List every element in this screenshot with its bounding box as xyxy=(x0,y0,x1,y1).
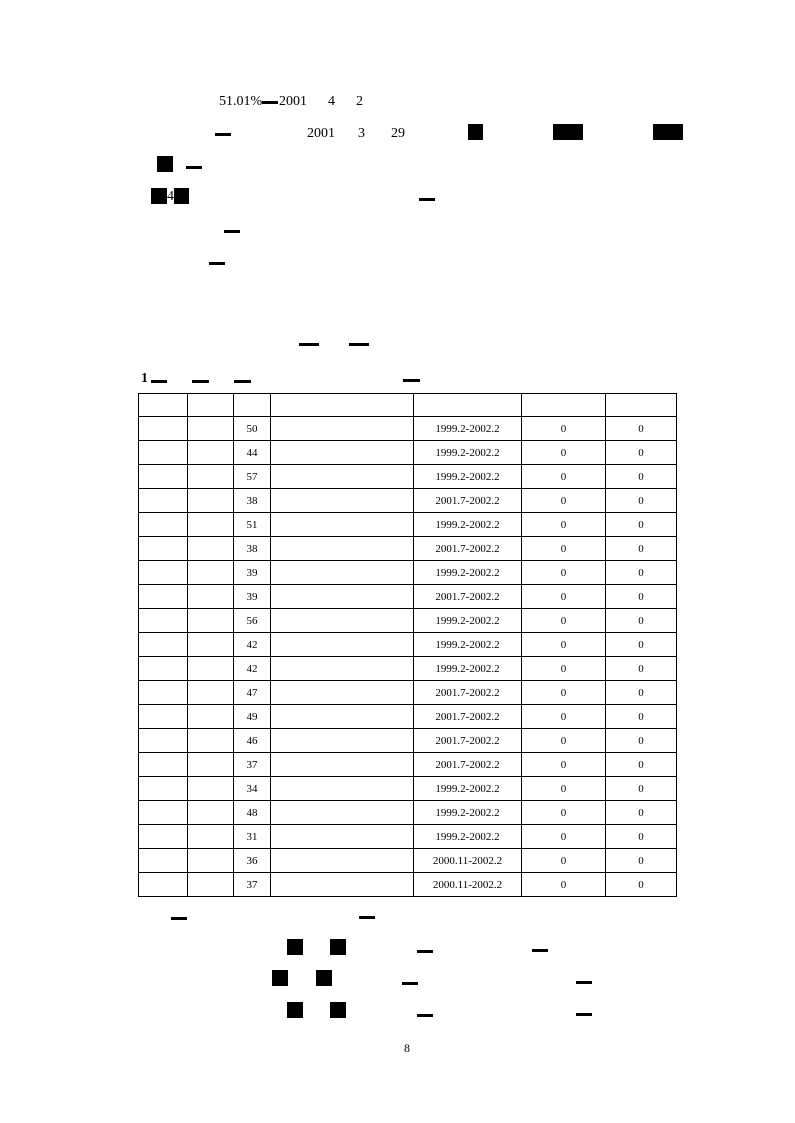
table-cell: 2001.7-2002.2 xyxy=(414,753,522,777)
table-row xyxy=(139,585,677,609)
table-cell xyxy=(271,561,414,585)
table-cell: 2001.7-2002.2 xyxy=(414,705,522,729)
table-cell: 1999.2-2002.2 xyxy=(414,609,522,633)
table-cell: 44 xyxy=(234,441,271,465)
line2-month: 3 xyxy=(358,126,365,141)
table-cell xyxy=(271,849,414,873)
table-cell xyxy=(271,465,414,489)
table-cell: 42 xyxy=(234,657,271,681)
table-cell: 0 xyxy=(606,705,677,729)
table-cell xyxy=(271,417,414,441)
table-cell xyxy=(188,777,234,801)
table-cell: 2000.11-2002.2 xyxy=(414,849,522,873)
table-cell: 0 xyxy=(522,417,606,441)
table-cell xyxy=(271,513,414,537)
table-row xyxy=(139,801,677,825)
table-cell: 2001.7-2002.2 xyxy=(414,681,522,705)
table-cell: 38 xyxy=(234,537,271,561)
table-cell xyxy=(139,801,188,825)
line1-pct: 51.01% xyxy=(219,94,263,109)
table-row xyxy=(139,465,677,489)
table-cell xyxy=(271,585,414,609)
table-cell: 0 xyxy=(606,489,677,513)
table-cell: 2001.7-2002.2 xyxy=(414,729,522,753)
table-cell: 56 xyxy=(234,609,271,633)
table-cell: 0 xyxy=(522,681,606,705)
table-row xyxy=(139,417,677,441)
table-cell: 0 xyxy=(522,465,606,489)
table-cell: 1999.2-2002.2 xyxy=(414,633,522,657)
redaction-block xyxy=(272,970,288,986)
redaction-dash xyxy=(209,262,225,265)
redaction-block xyxy=(653,124,683,140)
table-cell xyxy=(139,657,188,681)
table-row xyxy=(139,753,677,777)
table-cell: 57 xyxy=(234,465,271,489)
table-cell: 0 xyxy=(606,513,677,537)
table-cell: 0 xyxy=(522,825,606,849)
table-cell: 0 xyxy=(522,633,606,657)
table-cell: 0 xyxy=(606,465,677,489)
table-cell: 0 xyxy=(606,801,677,825)
table-cell: 49 xyxy=(234,705,271,729)
table-cell xyxy=(271,609,414,633)
heading-dash xyxy=(299,343,319,346)
table-cell xyxy=(271,681,414,705)
table-cell xyxy=(188,609,234,633)
table-cell: 0 xyxy=(606,681,677,705)
table-cell xyxy=(139,825,188,849)
table-cell xyxy=(139,465,188,489)
table-cell: 0 xyxy=(606,753,677,777)
table-cell xyxy=(188,729,234,753)
line1-day: 2 xyxy=(356,94,363,109)
line2-year: 2001 xyxy=(307,126,335,141)
redaction-block xyxy=(330,1002,346,1018)
table-cell: 2000.11-2002.2 xyxy=(414,873,522,897)
table-cell: 0 xyxy=(522,801,606,825)
table-cell: 42 xyxy=(234,633,271,657)
table-row xyxy=(139,513,677,537)
table-row xyxy=(139,681,677,705)
redaction-dash xyxy=(359,916,375,919)
table-cell xyxy=(188,825,234,849)
table-cell xyxy=(139,681,188,705)
table-cell: 0 xyxy=(522,657,606,681)
table-cell: 0 xyxy=(606,873,677,897)
line1-month: 4 xyxy=(328,94,335,109)
redaction-block xyxy=(553,124,583,140)
table-cell xyxy=(271,777,414,801)
table-row xyxy=(139,849,677,873)
redaction-dash xyxy=(417,950,433,953)
table-cell: 0 xyxy=(522,585,606,609)
table-cell: 0 xyxy=(606,657,677,681)
line3-char: 4 xyxy=(167,189,174,204)
table-cell: 50 xyxy=(234,417,271,441)
table-cell xyxy=(188,849,234,873)
data-table xyxy=(138,393,677,897)
redaction-dash xyxy=(171,917,187,920)
redaction-dash xyxy=(417,1014,433,1017)
table-cell xyxy=(139,489,188,513)
table-cell xyxy=(271,753,414,777)
table-cell xyxy=(271,873,414,897)
redaction-block xyxy=(174,188,189,204)
table-cell xyxy=(271,825,414,849)
table-cell xyxy=(139,849,188,873)
table-cell: 0 xyxy=(606,585,677,609)
table-row xyxy=(139,777,677,801)
table-cell: 1999.2-2002.2 xyxy=(414,441,522,465)
table-cell: 31 xyxy=(234,825,271,849)
redaction-dash xyxy=(262,101,278,104)
table-cell xyxy=(188,585,234,609)
table-cell xyxy=(188,489,234,513)
table-cell: 46 xyxy=(234,729,271,753)
table-cell xyxy=(188,681,234,705)
table-cell xyxy=(271,633,414,657)
table-header-row xyxy=(139,394,677,417)
table-cell: 0 xyxy=(522,609,606,633)
table-cell: 0 xyxy=(522,705,606,729)
table-cell: 0 xyxy=(522,729,606,753)
table-row xyxy=(139,729,677,753)
table-cell xyxy=(188,513,234,537)
table-row xyxy=(139,657,677,681)
page-number: 8 xyxy=(404,1041,410,1055)
caption-dash xyxy=(192,380,209,383)
table-cell xyxy=(139,417,188,441)
redaction-dash xyxy=(186,166,202,169)
table-cell xyxy=(188,561,234,585)
table-cell: 0 xyxy=(522,489,606,513)
redaction-dash xyxy=(419,198,435,201)
table-cell xyxy=(188,873,234,897)
redaction-dash xyxy=(576,1013,592,1016)
table-row xyxy=(139,441,677,465)
table-cell: 0 xyxy=(522,513,606,537)
table-cell: 1999.2-2002.2 xyxy=(414,465,522,489)
table-cell: 47 xyxy=(234,681,271,705)
table-row xyxy=(139,705,677,729)
table-cell xyxy=(139,777,188,801)
table-cell xyxy=(188,801,234,825)
redaction-block xyxy=(157,156,173,172)
table-cell: 0 xyxy=(606,561,677,585)
table-cell xyxy=(139,873,188,897)
table-row xyxy=(139,537,677,561)
table-cell: 1999.2-2002.2 xyxy=(414,561,522,585)
table-cell: 34 xyxy=(234,777,271,801)
table-cell: 0 xyxy=(606,537,677,561)
redaction-dash xyxy=(576,981,592,984)
table-cell xyxy=(271,489,414,513)
heading-dash xyxy=(349,343,369,346)
redaction-dash xyxy=(215,133,231,136)
table-cell: 39 xyxy=(234,585,271,609)
redaction-block xyxy=(287,939,303,955)
table-cell xyxy=(188,705,234,729)
table-cell: 0 xyxy=(522,561,606,585)
table-row xyxy=(139,609,677,633)
table-cell: 36 xyxy=(234,849,271,873)
redaction-dash xyxy=(402,982,418,985)
table-cell: 0 xyxy=(606,441,677,465)
redaction-dash xyxy=(224,230,240,233)
table-cell xyxy=(139,561,188,585)
redaction-block xyxy=(468,124,483,140)
redaction-block xyxy=(330,939,346,955)
table-cell xyxy=(271,441,414,465)
table-cell xyxy=(271,537,414,561)
caption-dash xyxy=(403,379,420,382)
table-cell: 0 xyxy=(522,849,606,873)
table-cell: 0 xyxy=(522,753,606,777)
table-cell: 0 xyxy=(606,633,677,657)
table-cell: 2001.7-2002.2 xyxy=(414,585,522,609)
table-cell: 0 xyxy=(606,609,677,633)
table-cell: 1999.2-2002.2 xyxy=(414,417,522,441)
table-cell: 0 xyxy=(522,777,606,801)
table-cell xyxy=(139,609,188,633)
line1-year: 2001 xyxy=(279,94,307,109)
table-cell: 0 xyxy=(606,417,677,441)
table-cell xyxy=(188,633,234,657)
table-cell: 0 xyxy=(522,441,606,465)
caption-dash xyxy=(151,380,167,383)
table-cell: 0 xyxy=(522,537,606,561)
line2-day: 29 xyxy=(391,126,405,141)
table-cell: 0 xyxy=(606,729,677,753)
table-cell: 2001.7-2002.2 xyxy=(414,489,522,513)
table-cell: 0 xyxy=(522,873,606,897)
table-cell xyxy=(139,513,188,537)
table-cell: 0 xyxy=(606,849,677,873)
table-cell xyxy=(188,441,234,465)
table-cell xyxy=(139,729,188,753)
table-cell xyxy=(188,753,234,777)
table-cell: 0 xyxy=(606,777,677,801)
redaction-block xyxy=(287,1002,303,1018)
table-cell xyxy=(188,465,234,489)
table-cell: 0 xyxy=(606,825,677,849)
table-row xyxy=(139,561,677,585)
caption-dash xyxy=(234,380,251,383)
table-cell xyxy=(139,705,188,729)
table-caption-number: 1 xyxy=(141,371,148,386)
redaction-block xyxy=(316,970,332,986)
table-cell: 2001.7-2002.2 xyxy=(414,537,522,561)
table-cell xyxy=(271,801,414,825)
table-cell xyxy=(139,585,188,609)
table-cell xyxy=(271,729,414,753)
table-cell xyxy=(139,441,188,465)
table-cell: 1999.2-2002.2 xyxy=(414,825,522,849)
table-row xyxy=(139,633,677,657)
table-row xyxy=(139,825,677,849)
table-cell xyxy=(188,417,234,441)
table-cell: 37 xyxy=(234,753,271,777)
table-cell xyxy=(139,753,188,777)
table-cell: 1999.2-2002.2 xyxy=(414,513,522,537)
table-cell: 48 xyxy=(234,801,271,825)
redaction-dash xyxy=(532,949,548,952)
table-cell xyxy=(188,537,234,561)
table-cell xyxy=(139,537,188,561)
table-cell xyxy=(271,657,414,681)
table-cell: 1999.2-2002.2 xyxy=(414,801,522,825)
table-cell: 1999.2-2002.2 xyxy=(414,657,522,681)
table-cell: 39 xyxy=(234,561,271,585)
table-cell: 38 xyxy=(234,489,271,513)
table-cell: 1999.2-2002.2 xyxy=(414,777,522,801)
table-row xyxy=(139,873,677,897)
table-cell: 37 xyxy=(234,873,271,897)
redaction-block xyxy=(151,188,167,204)
table-cell xyxy=(188,657,234,681)
table-cell: 51 xyxy=(234,513,271,537)
table-cell xyxy=(139,633,188,657)
table-row xyxy=(139,489,677,513)
table-cell xyxy=(271,705,414,729)
